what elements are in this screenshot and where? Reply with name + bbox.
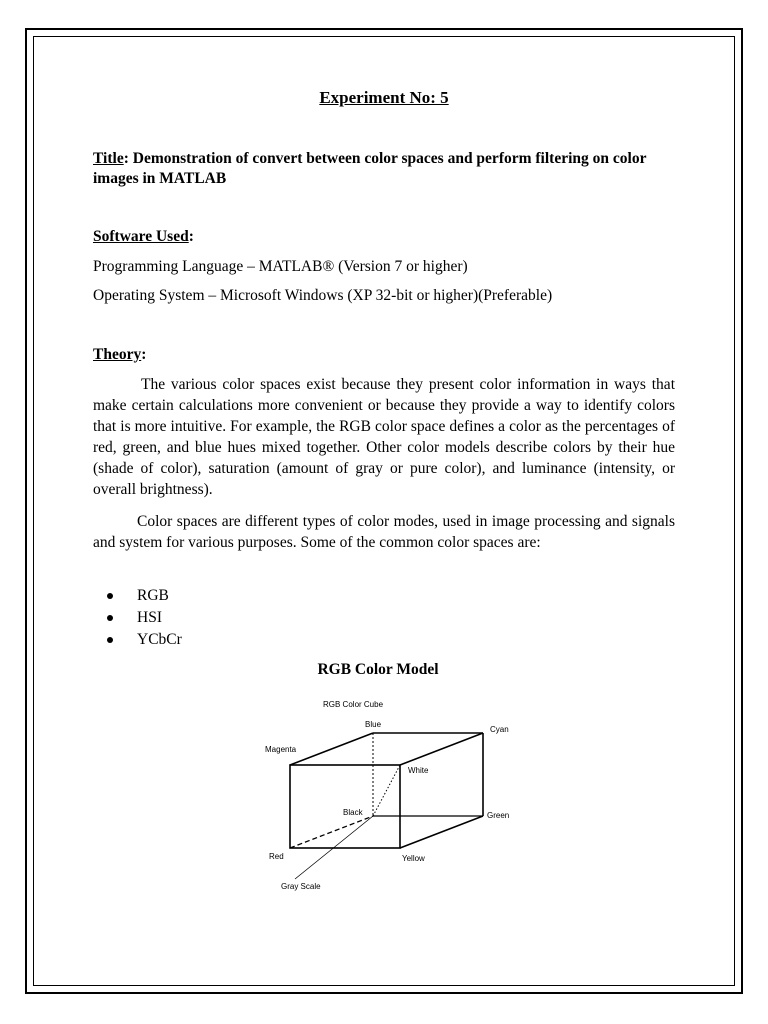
software-heading: Software Used: — [93, 228, 194, 245]
cube-edge-bottom-right — [400, 816, 483, 848]
cube-front-face — [290, 765, 400, 848]
experiment-heading: Experiment No: 5 — [319, 88, 449, 107]
color-space-list — [107, 585, 182, 651]
diagram-title: RGB Color Cube — [323, 700, 384, 709]
cube-edge-top-right — [400, 733, 483, 765]
label-blue: Blue — [365, 720, 382, 729]
list-item: YCbCr — [107, 629, 182, 651]
label-yellow: Yellow — [402, 854, 425, 863]
title-label: Title — [93, 150, 124, 167]
list-item: HSI — [107, 607, 182, 629]
bullet-icon — [107, 637, 113, 643]
list-item: RGB — [107, 585, 182, 607]
software-language: Programming Language – MATLAB® (Version 7 or higher) — [93, 258, 468, 275]
software-label: Software Used — [93, 228, 189, 245]
theory-heading: Theory: — [93, 346, 147, 363]
cube-edge-top-left — [290, 733, 373, 765]
label-red: Red — [269, 852, 284, 861]
bullet-icon — [107, 593, 113, 599]
label-black: Black — [343, 808, 363, 817]
label-cyan: Cyan — [490, 725, 509, 734]
title-block — [93, 149, 675, 189]
rgb-color-cube-diagram — [255, 695, 525, 895]
label-white: White — [408, 766, 429, 775]
label-green: Green — [487, 811, 510, 820]
cube-hidden-edge-red-black — [290, 816, 373, 848]
bullet-icon — [107, 615, 113, 621]
theory-label: Theory — [93, 346, 142, 363]
software-os: Operating System – Microsoft Windows (XP 32-bit or higher)(Preferable) — [93, 287, 553, 304]
theory-paragraph-1: The various color spaces exist because they present color information in ways that make certain calculations more convenient or because they provide a way to identify colors that is more intuitive. For example, the RGB color space defines a color as the percentages of red, green, and blue hues mixed together. Other color models describe colors by their hue (shade of color), saturation (amount of gray or pure color), and luminance (intensity, or overall brightness). — [93, 376, 675, 498]
label-gray-scale: Gray Scale — [281, 882, 321, 891]
label-magenta: Magenta — [265, 745, 297, 754]
theory-paragraph-2: Color spaces are different types of color modes, used in image processing and signals and system for various purposes. Some of the common color spaces are: — [93, 513, 675, 551]
gray-scale-diagonal — [373, 765, 400, 816]
title-text: : Demonstration of convert between color spaces and perform filtering on color images in MATLAB — [93, 150, 647, 187]
figure-title: RGB Color Model — [317, 661, 439, 678]
